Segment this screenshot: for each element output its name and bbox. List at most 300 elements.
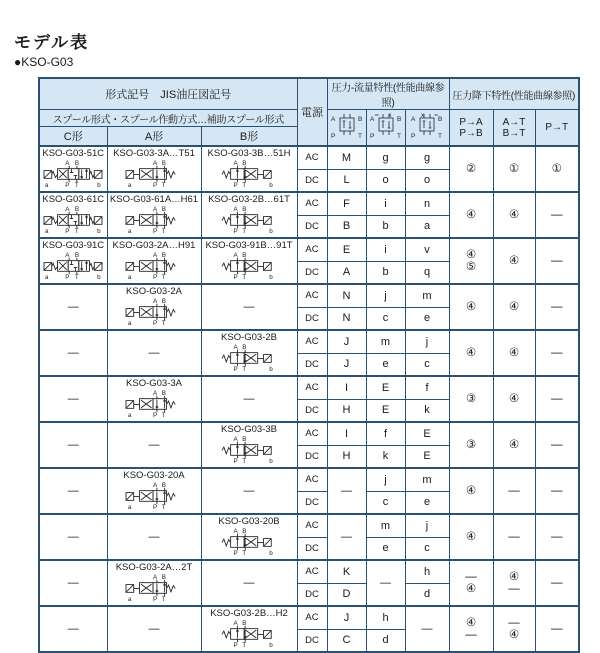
model-code: KSO-G03-3A…T51	[113, 148, 195, 159]
svg-text:B: B	[161, 481, 166, 489]
empty-dash: —	[67, 623, 79, 635]
flow-dc-cell-1: e	[366, 537, 405, 560]
model-cell-b	[201, 560, 297, 606]
svg-text:B: B	[161, 573, 166, 581]
svg-text:T: T	[438, 133, 442, 140]
svg-text:T: T	[242, 550, 247, 558]
svg-text:T: T	[396, 133, 401, 140]
model-code: KSO-G03-3A	[126, 378, 182, 389]
model-cell-a	[107, 468, 201, 514]
model-code: KSO-G03-2A…H91	[112, 240, 196, 251]
svg-text:A: A	[233, 527, 238, 535]
empty-dash: —	[243, 301, 255, 313]
empty-dash: —	[67, 485, 79, 497]
valve-symbol-a-type	[123, 389, 185, 418]
empty-dash: —	[243, 393, 255, 405]
flow-ac-cell-0: M	[327, 146, 366, 169]
svg-text:x: x	[388, 113, 391, 119]
svg-text:B: B	[161, 205, 166, 213]
model-cell-a	[107, 146, 201, 192]
power-ac-cell: AC	[297, 330, 327, 353]
flow-symbol-transition-right	[405, 110, 449, 147]
flow-dc-cell-1: E	[366, 399, 405, 422]
model-cell-c	[39, 514, 107, 560]
svg-text:A: A	[153, 389, 158, 397]
flow-dc-cell-1: k	[366, 445, 405, 468]
model-code: KSO-G03-2B…H2	[210, 608, 288, 619]
svg-text:T: T	[75, 228, 80, 236]
flow-dc-cell-1: d	[366, 629, 405, 652]
power-dc-cell: DC	[297, 491, 327, 514]
svg-text:T: T	[242, 366, 247, 374]
drop-value-cell-0: ④ —	[449, 606, 493, 652]
model-code: KSO-G03-61C	[42, 194, 105, 205]
valve-symbol-a-type	[123, 297, 185, 326]
model-row-8-ac	[39, 468, 579, 491]
model-code: KSO-G03-2A…2T	[115, 562, 193, 573]
model-cell-b	[201, 192, 297, 238]
model-cell-b	[201, 606, 297, 652]
power-dc-cell: DC	[297, 261, 327, 284]
svg-text:B: B	[242, 159, 247, 167]
power-ac-cell: AC	[297, 192, 327, 215]
svg-text:P: P	[153, 412, 158, 420]
svg-text:A: A	[233, 251, 238, 259]
svg-text:P: P	[233, 228, 238, 236]
flow-ac-cell-1: f	[366, 422, 405, 445]
model-cell-a	[107, 284, 201, 330]
drop-value-cell-0: ②	[449, 146, 493, 192]
flow-dc-cell-2: a	[405, 215, 449, 238]
empty-dash: —	[67, 393, 79, 405]
valve-symbol-a-type	[123, 205, 185, 234]
model-cell-b	[201, 330, 297, 376]
model-cell-b	[201, 422, 297, 468]
svg-text:P: P	[411, 133, 416, 140]
power-ac-cell: AC	[297, 376, 327, 399]
svg-text:P: P	[233, 366, 238, 374]
svg-text:T: T	[161, 412, 166, 420]
svg-text:T: T	[242, 228, 247, 236]
flow-ac-cell-0: F	[327, 192, 366, 215]
flow-merged-cell-1: —	[366, 560, 405, 606]
svg-text:a: a	[127, 412, 132, 420]
svg-text:P: P	[233, 274, 238, 282]
valve-symbol-a-type	[123, 159, 185, 188]
svg-text:A: A	[330, 116, 335, 123]
flow-ac-cell-1: E	[366, 376, 405, 399]
model-code: KSO-G03-51C	[42, 148, 105, 159]
empty-dash: —	[67, 301, 79, 313]
svg-text:P: P	[65, 228, 70, 236]
svg-text:A: A	[233, 159, 238, 167]
model-row-5-ac	[39, 330, 579, 353]
flow-dc-cell-2: c	[405, 353, 449, 376]
drop-value-cell-2: —	[535, 606, 579, 652]
flow-dc-cell-1: e	[366, 353, 405, 376]
header-drop-col-2: P→T	[535, 110, 579, 147]
power-dc-cell: DC	[297, 399, 327, 422]
svg-text:B: B	[242, 343, 247, 351]
drop-value-cell-1: — ④	[493, 606, 535, 652]
model-cell-b	[201, 376, 297, 422]
svg-text:a: a	[127, 182, 132, 190]
power-dc-cell: DC	[297, 215, 327, 238]
svg-text:b: b	[269, 458, 273, 466]
svg-text:a: a	[127, 596, 132, 604]
header-flow-title: 圧力-流量特性(性能曲線参照)	[327, 78, 449, 110]
svg-text:A: A	[65, 159, 70, 167]
svg-text:A: A	[153, 205, 158, 213]
svg-text:T: T	[75, 274, 80, 282]
svg-text:B: B	[242, 205, 247, 213]
model-cell-c	[39, 468, 107, 514]
svg-text:a: a	[45, 228, 49, 236]
empty-dash: —	[67, 439, 79, 451]
drop-value-cell-0: ④	[449, 284, 493, 330]
svg-text:b: b	[269, 366, 273, 374]
model-code: KSO-G03-2B…61T	[208, 194, 290, 205]
model-cell-b	[201, 514, 297, 560]
flow-dc-cell-1: b	[366, 215, 405, 238]
flow-dc-cell-0: C	[327, 629, 366, 652]
model-code: KSO-G03-61A…H61	[109, 194, 199, 205]
flow-ac-cell-1: h	[366, 606, 405, 629]
svg-text:P: P	[65, 182, 70, 190]
empty-dash: —	[148, 347, 160, 359]
header-drop-title: 圧力降下特性(性能曲線参照)	[449, 78, 579, 110]
header-drop-col-1: A→T B→T	[493, 110, 535, 147]
flow-ac-cell-2: m	[405, 468, 449, 491]
svg-text:T: T	[242, 458, 247, 466]
model-cell-b	[201, 146, 297, 192]
flow-ac-cell-2: g	[405, 146, 449, 169]
valve-symbol-a-type	[123, 251, 185, 280]
flow-ac-cell-0: K	[327, 560, 366, 583]
empty-dash: —	[243, 485, 255, 497]
power-dc-cell: DC	[297, 537, 327, 560]
model-cell-a	[107, 330, 201, 376]
model-cell-c	[39, 560, 107, 606]
model-cell-a	[107, 560, 201, 606]
flow-ac-cell-1: i	[366, 238, 405, 261]
svg-text:B: B	[75, 251, 80, 259]
valve-symbol-b-type	[218, 435, 280, 464]
power-dc-cell: DC	[297, 169, 327, 192]
model-cell-b	[201, 284, 297, 330]
model-row-10-ac	[39, 560, 579, 583]
flow-ac-cell-1: m	[366, 514, 405, 537]
flow-ac-cell-1: j	[366, 468, 405, 491]
svg-text:A: A	[153, 573, 158, 581]
svg-text:T: T	[161, 182, 166, 190]
model-code: KSO-G03-91C	[42, 240, 105, 251]
flow-ac-cell-2: m	[405, 284, 449, 307]
flow-dc-cell-0: L	[327, 169, 366, 192]
flow-dc-cell-0: J	[327, 353, 366, 376]
power-ac-cell: AC	[297, 606, 327, 629]
model-row-2-ac	[39, 192, 579, 215]
svg-text:B: B	[242, 435, 247, 443]
svg-text:T: T	[161, 504, 166, 512]
svg-text:b: b	[269, 642, 273, 650]
drop-value-cell-2: —	[535, 238, 579, 284]
model-table-container	[38, 77, 580, 653]
flow-symbol-center-closed	[327, 110, 366, 147]
valve-symbol-b-type	[218, 527, 280, 556]
flow-ac-cell-2: E	[405, 422, 449, 445]
flow-dc-cell-0: B	[327, 215, 366, 238]
drop-value-cell-0: ④	[449, 468, 493, 514]
bullet-icon: ●	[14, 55, 22, 69]
model-cell-a	[107, 192, 201, 238]
power-ac-cell: AC	[297, 422, 327, 445]
flow-dc-cell-2: e	[405, 491, 449, 514]
drop-value-cell-1: —	[493, 468, 535, 514]
svg-text:B: B	[438, 116, 443, 123]
svg-text:A: A	[233, 619, 238, 627]
flow-ac-cell-2: j	[405, 514, 449, 537]
header-type-a: A形	[107, 127, 201, 146]
flow-merged-cell-2: —	[405, 606, 449, 652]
model-cell-a	[107, 514, 201, 560]
svg-text:a: a	[127, 504, 132, 512]
svg-text:P: P	[233, 458, 238, 466]
svg-text:T: T	[357, 133, 362, 140]
drop-value-cell-1: ④	[493, 376, 535, 422]
header-drop-col-0: P→A P→B	[449, 110, 493, 147]
svg-text:B: B	[396, 116, 401, 123]
flow-ac-cell-1: j	[366, 284, 405, 307]
model-row-7-ac	[39, 422, 579, 445]
svg-text:a: a	[45, 274, 49, 282]
svg-text:P: P	[369, 133, 374, 140]
svg-text:T: T	[161, 228, 166, 236]
svg-text:B: B	[242, 619, 247, 627]
svg-text:A: A	[411, 116, 416, 123]
svg-text:B: B	[242, 527, 247, 535]
model-code: KSO-G03-91B…91T	[205, 240, 293, 251]
flow-ac-cell-0: J	[327, 606, 366, 629]
drop-value-cell-1: ①	[493, 146, 535, 192]
flow-dc-cell-2: e	[405, 307, 449, 330]
flow-dc-cell-0: A	[327, 261, 366, 284]
svg-text:B: B	[242, 251, 247, 259]
drop-value-cell-1: —	[493, 514, 535, 560]
model-cell-a	[107, 606, 201, 652]
model-cell-c	[39, 238, 107, 284]
valve-symbol-a-type	[123, 481, 185, 510]
svg-text:B: B	[161, 251, 166, 259]
valve-symbol-b-type	[218, 251, 280, 280]
svg-text:A: A	[369, 116, 374, 123]
model-code: KSO-G03-2A	[126, 286, 182, 297]
drop-value-cell-0: — ④	[449, 560, 493, 606]
valve-symbol-b-type	[218, 159, 280, 188]
drop-value-cell-0: ④	[449, 192, 493, 238]
svg-text:b: b	[269, 550, 273, 558]
drop-value-cell-2: —	[535, 284, 579, 330]
svg-text:T: T	[242, 642, 247, 650]
svg-text:b: b	[269, 182, 273, 190]
model-code: KSO-G03-2B	[221, 332, 277, 343]
model-code: KSO-G03-20B	[218, 516, 280, 527]
model-code: KSO-G03-3B…51H	[207, 148, 291, 159]
flow-ac-cell-2: h	[405, 560, 449, 583]
power-dc-cell: DC	[297, 445, 327, 468]
svg-text:a: a	[127, 320, 132, 328]
svg-text:A: A	[65, 205, 70, 213]
svg-text:B: B	[357, 116, 362, 123]
svg-text:a: a	[127, 274, 132, 282]
flow-dc-cell-2: q	[405, 261, 449, 284]
flow-ac-cell-0: E	[327, 238, 366, 261]
power-dc-cell: DC	[297, 629, 327, 652]
model-cell-a	[107, 238, 201, 284]
power-dc-cell: DC	[297, 307, 327, 330]
svg-text:T: T	[161, 320, 166, 328]
svg-text:b: b	[97, 274, 101, 282]
flow-ac-cell-2: v	[405, 238, 449, 261]
drop-value-cell-1: ④	[493, 422, 535, 468]
flow-dc-cell-2: c	[405, 537, 449, 560]
power-ac-cell: AC	[297, 514, 327, 537]
svg-text:B: B	[161, 159, 166, 167]
svg-text:P: P	[330, 133, 335, 140]
flow-dc-cell-1: c	[366, 307, 405, 330]
svg-text:P: P	[153, 320, 158, 328]
svg-text:B: B	[161, 389, 166, 397]
svg-text:A: A	[233, 435, 238, 443]
drop-value-cell-2: —	[535, 514, 579, 560]
svg-text:A: A	[65, 251, 70, 259]
valve-symbol-c-type	[40, 159, 106, 188]
model-cell-c	[39, 330, 107, 376]
svg-text:b: b	[269, 228, 273, 236]
model-cell-c	[39, 422, 107, 468]
model-cell-c	[39, 146, 107, 192]
svg-text:x: x	[421, 113, 424, 119]
model-code: KSO-G03-3B	[221, 424, 277, 435]
flow-dc-cell-2: d	[405, 583, 449, 606]
flow-ac-cell-1: i	[366, 192, 405, 215]
valve-symbol-b-type	[218, 343, 280, 372]
drop-value-cell-1: ④	[493, 284, 535, 330]
model-table	[38, 77, 580, 653]
model-cell-a	[107, 422, 201, 468]
flow-ac-cell-2: n	[405, 192, 449, 215]
power-dc-cell: DC	[297, 353, 327, 376]
svg-text:A: A	[153, 159, 158, 167]
svg-text:P: P	[153, 182, 158, 190]
svg-text:A: A	[153, 251, 158, 259]
empty-dash: —	[148, 439, 160, 451]
power-dc-cell: DC	[297, 583, 327, 606]
flow-merged-cell-0: —	[327, 514, 366, 560]
svg-text:T: T	[161, 596, 166, 604]
flow-dc-cell-1: b	[366, 261, 405, 284]
flow-ac-cell-0: I	[327, 376, 366, 399]
valve-symbol-b-type	[218, 205, 280, 234]
page-title: モデル表	[14, 33, 90, 52]
model-cell-a	[107, 376, 201, 422]
flow-dc-cell-2: E	[405, 445, 449, 468]
empty-dash: —	[67, 577, 79, 589]
header-model-symbol-title: 形式記号 JIS油圧図記号	[39, 78, 297, 110]
svg-text:b: b	[269, 274, 273, 282]
svg-text:P: P	[233, 182, 238, 190]
model-cell-c	[39, 606, 107, 652]
header-power: 電源	[297, 78, 327, 146]
valve-symbol-b-type	[218, 619, 280, 648]
flow-merged-cell-0: —	[327, 468, 366, 514]
flow-ac-cell-1: g	[366, 146, 405, 169]
svg-text:P: P	[153, 228, 158, 236]
drop-value-cell-1: ④	[493, 238, 535, 284]
flow-dc-cell-0: H	[327, 399, 366, 422]
drop-value-cell-2: —	[535, 468, 579, 514]
power-ac-cell: AC	[297, 284, 327, 307]
power-ac-cell: AC	[297, 238, 327, 261]
model-row-11-ac	[39, 606, 579, 629]
drop-value-cell-0: ③	[449, 422, 493, 468]
valve-symbol-a-type	[123, 573, 185, 602]
svg-text:A: A	[233, 205, 238, 213]
empty-dash: —	[148, 531, 160, 543]
model-row-3-ac	[39, 238, 579, 261]
svg-text:B: B	[75, 159, 80, 167]
svg-text:T: T	[242, 274, 247, 282]
power-ac-cell: AC	[297, 560, 327, 583]
model-row-9-ac	[39, 514, 579, 537]
flow-dc-cell-2: o	[405, 169, 449, 192]
drop-value-cell-1: ④	[493, 192, 535, 238]
drop-value-cell-0: ③	[449, 376, 493, 422]
series-subtitle	[14, 55, 73, 69]
svg-text:P: P	[233, 550, 238, 558]
empty-dash: —	[148, 623, 160, 635]
svg-text:b: b	[97, 228, 101, 236]
model-cell-c	[39, 376, 107, 422]
flow-ac-cell-1: m	[366, 330, 405, 353]
model-cell-c	[39, 284, 107, 330]
model-row-1-ac	[39, 146, 579, 169]
svg-text:B: B	[161, 297, 166, 305]
svg-text:A: A	[233, 343, 238, 351]
flow-ac-cell-0: N	[327, 284, 366, 307]
svg-text:a: a	[45, 182, 49, 190]
flow-ac-cell-2: j	[405, 330, 449, 353]
drop-value-cell-2: ①	[535, 146, 579, 192]
flow-dc-cell-0: N	[327, 307, 366, 330]
svg-text:A: A	[153, 481, 158, 489]
drop-value-cell-2: —	[535, 560, 579, 606]
svg-text:P: P	[153, 504, 158, 512]
svg-text:P: P	[153, 274, 158, 282]
power-ac-cell: AC	[297, 146, 327, 169]
flow-dc-cell-1: o	[366, 169, 405, 192]
drop-value-cell-2: —	[535, 192, 579, 238]
drop-value-cell-2: —	[535, 376, 579, 422]
power-ac-cell: AC	[297, 468, 327, 491]
flow-dc-cell-0: D	[327, 583, 366, 606]
svg-text:P: P	[233, 642, 238, 650]
header-type-c: C形	[39, 127, 107, 146]
series-code: KSO-G03	[21, 55, 74, 69]
svg-text:P: P	[65, 274, 70, 282]
drop-value-cell-0: ④ ⑤	[449, 238, 493, 284]
svg-text:T: T	[75, 182, 80, 190]
